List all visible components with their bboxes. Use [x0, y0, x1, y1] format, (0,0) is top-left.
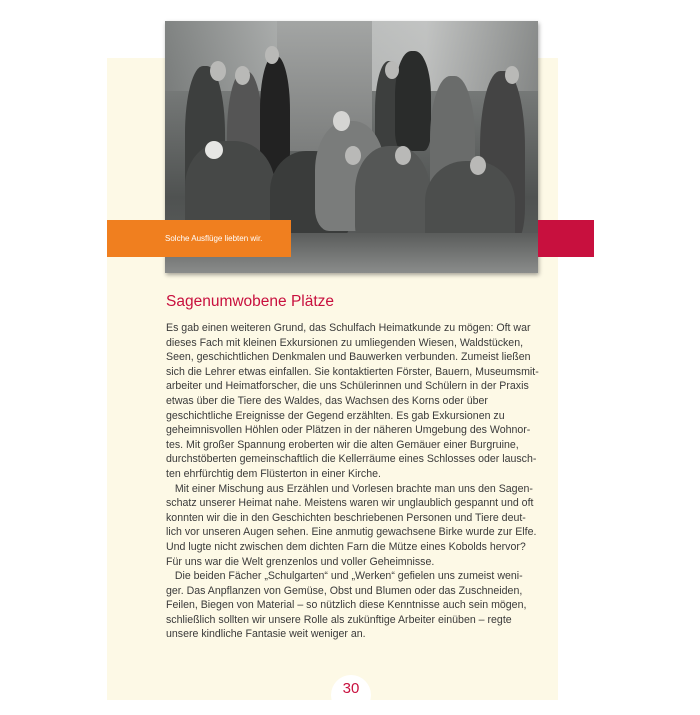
text-line: geheimnisvollen Höhlen oder Plätzen in der näheren Umgebung des Wohnor- [166, 424, 531, 437]
text-line: ten ehrfürchtig dem Flüsterton in einer Kirche. [166, 467, 381, 480]
text-line: konnten wir die in den Geschichten beschriebenen Personen und Tiere deut- [166, 511, 526, 524]
text-line: lich vor unseren Augen sehen. Eine anmutig gewachsene Birke wurde zur Elfe. [166, 526, 537, 539]
text-line: Seen, geschichtlichen Denkmalen und Bauwerken verbunden. Zumeist ließen [166, 351, 531, 364]
text-line: schließlich sollten wir unsere Rolle als zukünftige Arbeiter einüben – regte [166, 613, 512, 626]
text-line: Die beiden Fächer „Schulgarten“ und „Werken“ gefielen uns zumeist weni- [166, 570, 523, 583]
text-line: Feilen, Biegen von Material – so nützlich diese Kenntnisse auch sein mögen, [166, 599, 527, 612]
page-number: 30 [342, 680, 360, 697]
text-line: etwas über die Tiere des Waldes, das Wachsen des Korns oder über [166, 394, 488, 407]
text-line: Es gab einen weiteren Grund, das Schulfach Heimatkunde zu mögen: Oft war [166, 322, 531, 334]
text-line: ger. Das Anpflanzen von Gemüse, Obst und Blumen oder das Zuschneiden, [166, 584, 523, 597]
text-line: durchstöberten gemeinschaftlich die Kellerräume eines Schlosses oder lausch- [166, 453, 537, 466]
text-line: schatz unserer Heimat nahe. Meistens waren wir unglaublich gespannt und oft [166, 497, 534, 510]
text-line: tes. Mit großer Spannung eroberten wir die alten Gemäuer einer Burgruine, [166, 438, 519, 451]
photo-caption: Solche Ausflüge liebten wir. [165, 234, 263, 243]
section-heading: Sagenumwobene Plätze [166, 293, 335, 310]
text-line: Mit einer Mischung aus Erzählen und Vorlesen brachte man uns den Sagen- [166, 482, 533, 495]
text-line: sich die Lehrer etwas einfallen. Sie kontaktierten Förster, Bauern, Museumsmit- [166, 365, 539, 378]
text-line: geschichtliche Ereignisse der Gegend erzählten. Es gab Exkursionen zu [166, 409, 505, 422]
accent-bar [538, 220, 594, 257]
text-line: Für uns war die Welt grenzenlos und voller Geheimnisse. [166, 555, 435, 568]
page-number-badge [331, 675, 371, 715]
body-text [166, 321, 566, 642]
text-line: arbeiter und Heimatforscher, die uns Schülerinnen und Schülern in der Praxis [166, 380, 529, 393]
text-line: unsere kindliche Fantasie weit weniger an. [166, 628, 366, 641]
text-line: Und lugte nicht zwischen dem dichten Farn die Mütze eines Kobolds hervor? [166, 540, 526, 553]
caption-bar [107, 220, 291, 257]
text-line: dieses Fach mit kleinen Exkursionen zu umliegenden Wiesen, Waldstücken, [166, 336, 524, 349]
